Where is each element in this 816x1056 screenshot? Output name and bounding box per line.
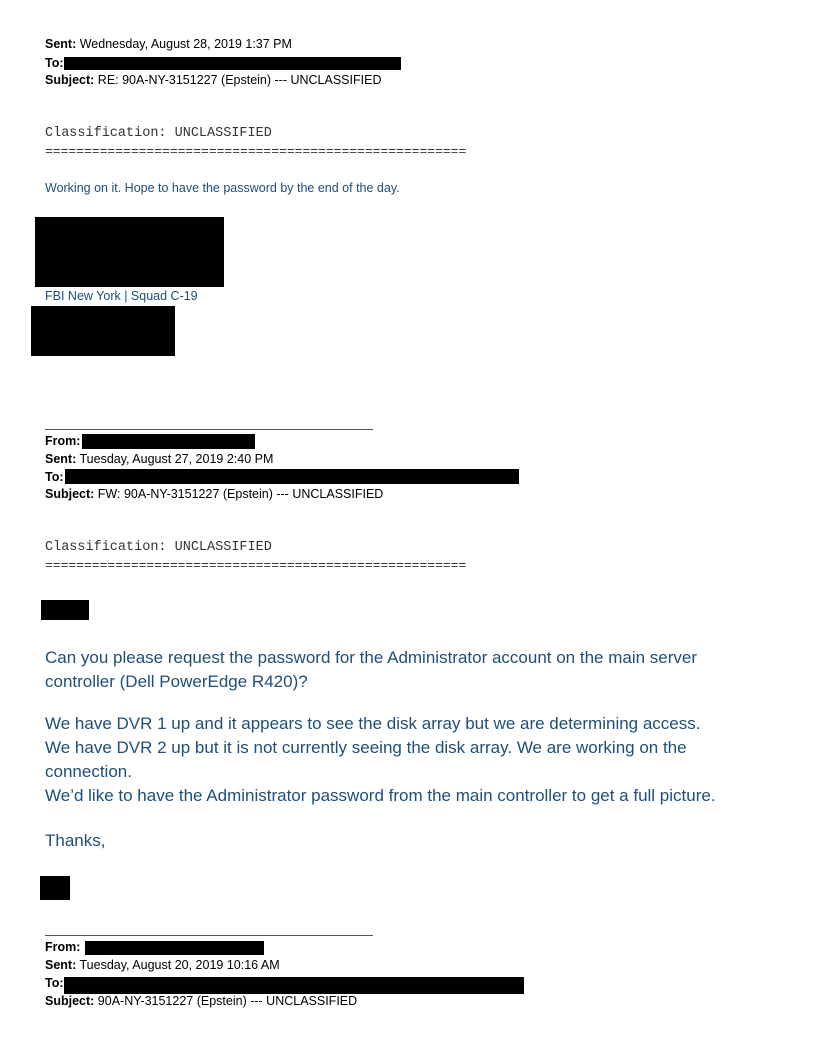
email3-to-line [45,975,64,992]
to-label: To: [45,56,64,70]
email2-classification: Classification: UNCLASSIFIED [45,540,272,555]
redaction-box [82,434,255,449]
subject-label: Subject: [45,487,95,501]
email1-body: Working on it. Hope to have the password by the end of the day. [45,181,400,195]
email2-closing: Thanks, [45,831,106,850]
email2-para1: Can you please request the password for the Administrator account on the main server controller (Dell PowerEdge R420)? [45,648,698,691]
sent-label: Sent: [45,37,77,51]
email1-separator: ====================================================== [45,144,467,159]
redaction-box [35,217,224,287]
sent-value: Tuesday, August 27, 2019 2:40 PM [79,452,274,466]
redaction-box [40,876,70,900]
to-label: To: [45,976,64,990]
subject-value: 90A-NY-3151227 (Epstein) --- UNCLASSIFIED [97,994,358,1008]
email2-line2: We have DVR 2 up but it is not currently seeing the disk array. We are working on the connection. [45,738,687,781]
email2-line3: We’d like to have the Administrator password from the main controller to get a full picture. [45,786,716,805]
email2-from-line [45,433,80,450]
email2-to-line [45,469,64,486]
redaction-box [65,469,519,484]
redaction-box [41,600,89,620]
email2-subject-line [45,486,383,503]
email3-from-line [45,939,80,956]
email2-line1: We have DVR 1 up and it appears to see the disk array but we are determining access. [45,714,701,733]
subject-value: RE: 90A-NY-3151227 (Epstein) --- UNCLASSIFIED [97,73,382,87]
redaction-box [64,57,401,70]
email2-separator: ====================================================== [45,558,467,573]
redaction-box [31,306,175,356]
email1-to-line [45,55,64,72]
subject-value: FW: 90A-NY-3151227 (Epstein) --- UNCLASSIFIED [97,487,384,501]
subject-label: Subject: [45,994,95,1008]
from-label: From: [45,940,81,954]
email3-sent-line [45,957,280,974]
from-label: From: [45,434,81,448]
email1-sent-line [45,36,292,53]
redaction-box [85,941,264,955]
to-label: To: [45,470,64,484]
sent-value: Wednesday, August 28, 2019 1:37 PM [79,37,292,51]
divider-rule [45,935,373,936]
subject-label: Subject: [45,73,95,87]
sent-value: Tuesday, August 20, 2019 10:16 AM [79,958,280,972]
email1-subject-line [45,72,381,89]
email1-signature-org: FBI New York | Squad C-19 [45,289,198,303]
sent-label: Sent: [45,452,77,466]
redaction-box [64,977,524,994]
email1-classification: Classification: UNCLASSIFIED [45,126,272,141]
divider-rule [45,429,373,430]
email2-sent-line [45,451,273,468]
email3-subject-line [45,993,357,1010]
sent-label: Sent: [45,958,77,972]
